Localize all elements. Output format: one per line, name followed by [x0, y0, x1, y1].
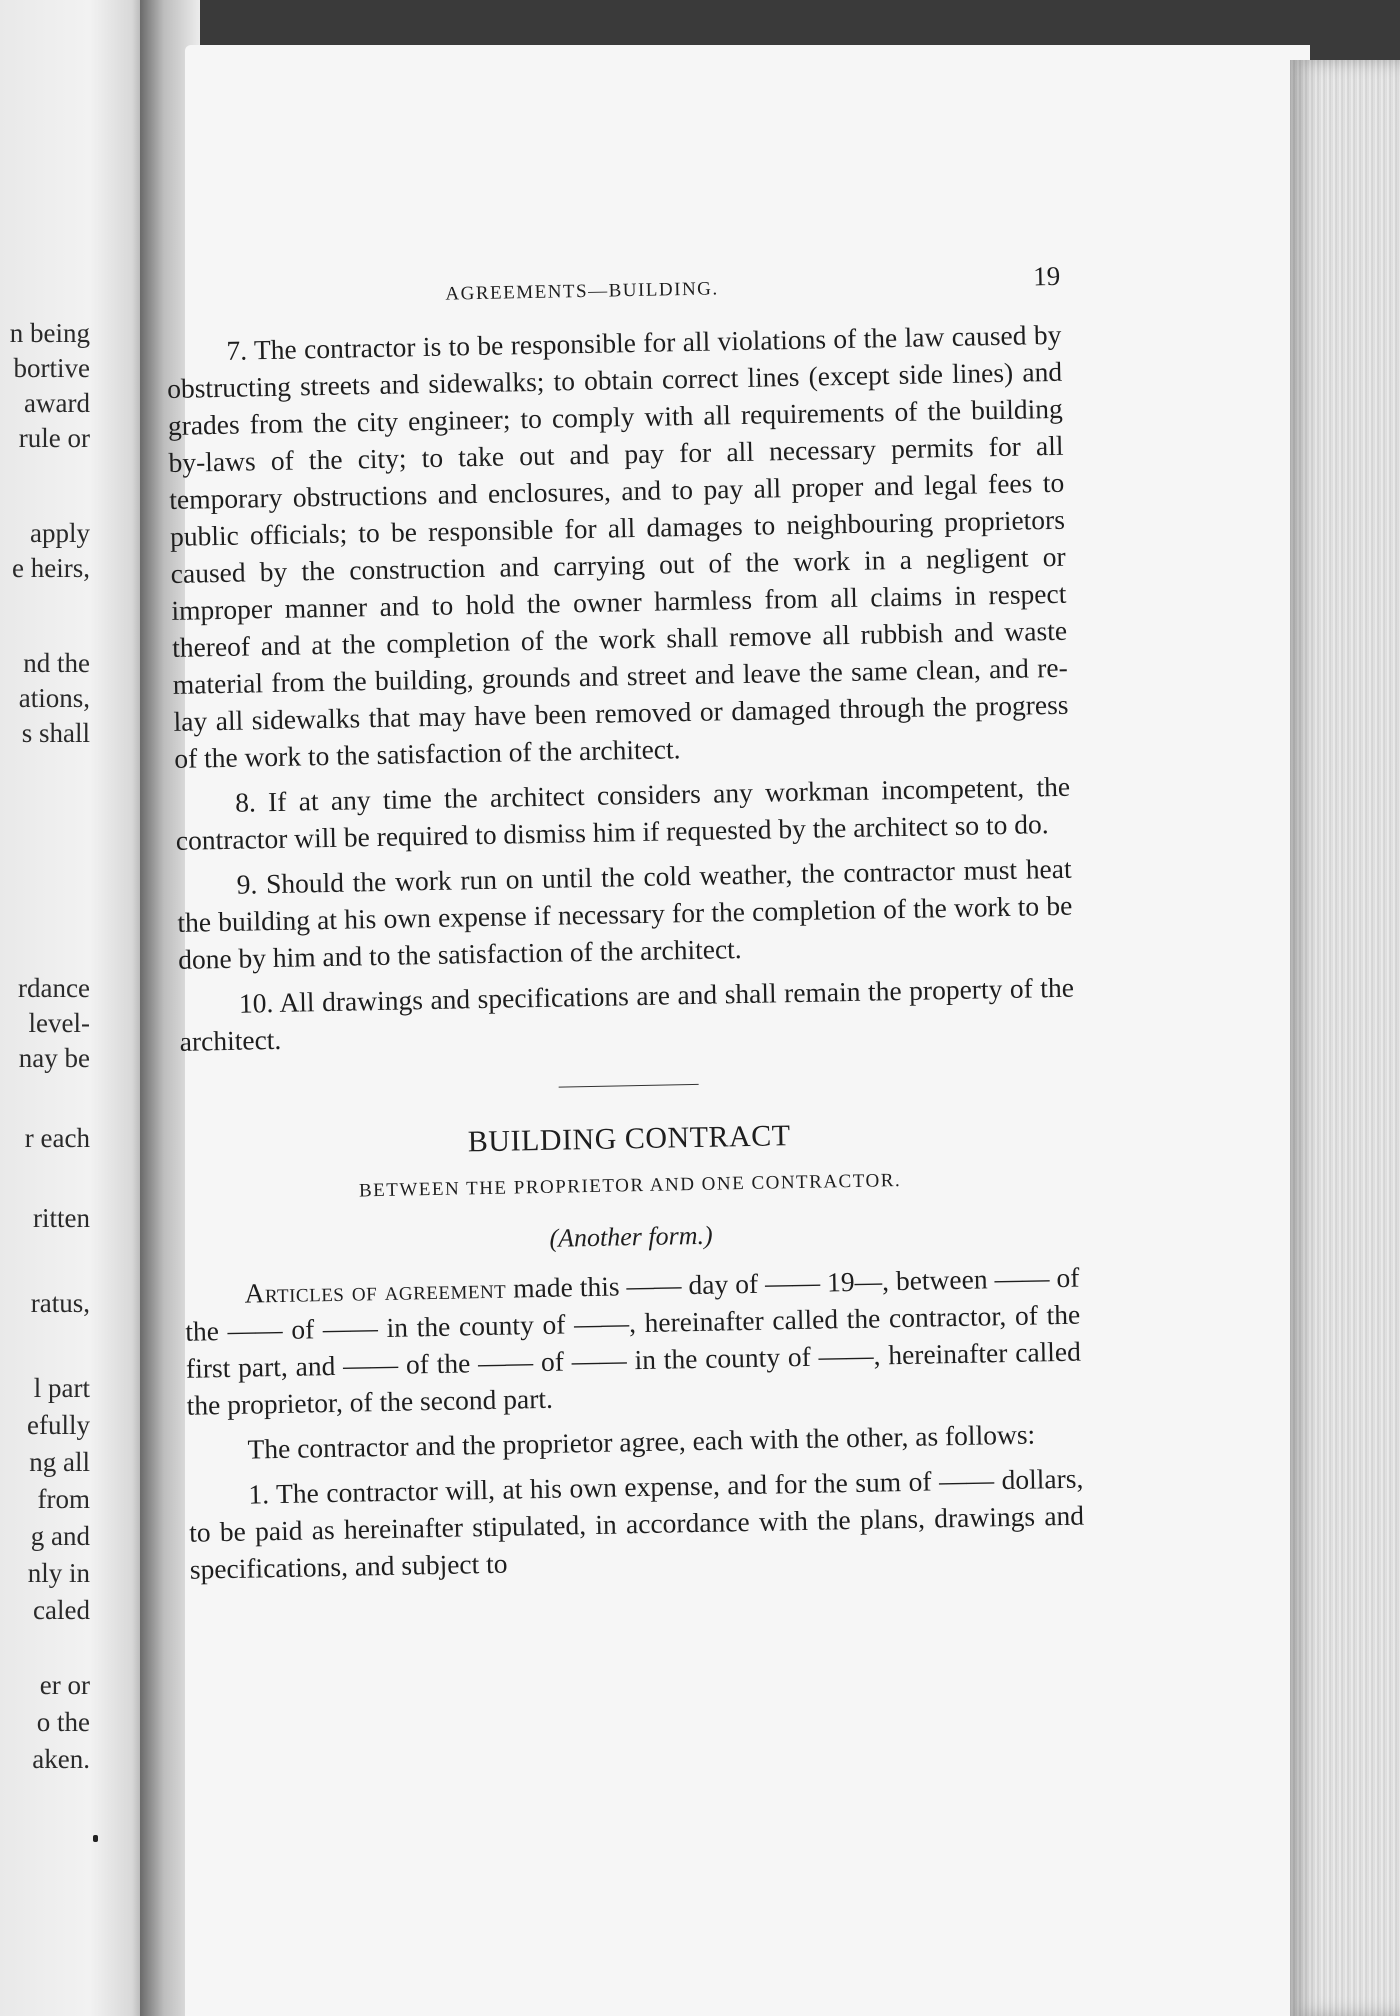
- running-title: AGREEMENTS—BUILDING.: [445, 278, 719, 305]
- left-fragment: e heirs,: [12, 553, 90, 583]
- left-fragment: rdance: [18, 973, 90, 1003]
- page-number: 19: [1032, 260, 1061, 292]
- left-fragment: nay be: [18, 1043, 90, 1073]
- left-fragment: rule or: [18, 423, 90, 453]
- left-fragment: efully: [27, 1410, 90, 1440]
- left-fragment: s shall: [21, 718, 90, 748]
- articles-lead: Articles of agreement: [244, 1272, 507, 1309]
- clause-1: 1. The contractor will, at his own expense, and for the sum of —— dollars, to be paid as hereinafter stipulated, in accordance with the plans, drawings and specifications, and subject to: [188, 1462, 1085, 1585]
- left-fragment: o the: [36, 1707, 90, 1737]
- agreement-paragraph: The contractor and the proprietor agree, each with the other, as follows:: [247, 1418, 1036, 1465]
- left-fragment: level-: [28, 1008, 90, 1038]
- left-fragment: nly in: [27, 1558, 90, 1588]
- left-fragment: ations,: [18, 683, 90, 713]
- left-fragment: aken.: [32, 1744, 90, 1774]
- left-fragment: from: [37, 1484, 90, 1514]
- left-fragment: n being: [9, 318, 90, 348]
- articles-text: made this —— day of —— 19—, between —— of the —— of —— in the county of ——, hereinafter called the contractor, of the first part, and —— of the —— of —— in the county of ——, hereinafter called the proprietor, of the second part.: [184, 1261, 1082, 1421]
- left-fragment: r each: [24, 1123, 90, 1153]
- left-fragment: l part: [33, 1373, 90, 1403]
- left-fragment: ratus,: [30, 1288, 90, 1318]
- page-edges: [1290, 60, 1400, 2016]
- left-fragment: caled: [33, 1595, 90, 1625]
- left-fragment: bortive: [13, 353, 90, 383]
- contract-heading: BUILDING CONTRACT: [467, 1119, 791, 1159]
- left-fragment: apply: [30, 518, 90, 548]
- contract-subheading: BETWEEN THE PROPRIETOR AND ONE CONTRACTOR.: [358, 1170, 902, 1202]
- left-facing-page: [0, 0, 150, 2016]
- form-note: (Another form.): [549, 1220, 713, 1253]
- section-divider: [558, 1084, 698, 1088]
- articles-paragraph: [184, 1259, 1082, 1424]
- paragraph-9: 9. Should the work run on until the cold weather, the contractor must heat the building at his own expense if necessary for the completion of the work to be done by him and to the satisfaction of the architect.: [177, 852, 1073, 975]
- left-fragment: ritten: [33, 1203, 90, 1233]
- left-fragment: er or: [39, 1670, 90, 1700]
- left-fragment: ng all: [29, 1447, 90, 1477]
- left-page-text-fragments: [0, 0, 150, 2016]
- ink-speck: [93, 1835, 98, 1842]
- left-fragment: award: [24, 388, 90, 418]
- left-fragment: g and: [30, 1521, 90, 1551]
- page-text: [165, 258, 1085, 1596]
- paragraph-10: 10. All drawings and specifications are and shall remain the property of the architect.: [179, 971, 1075, 1057]
- paragraph-8: 8. If at any time the architect considers any workman incompetent, the contractor will be required to dismiss him if requested by the architect so to do.: [175, 770, 1071, 856]
- left-fragment: nd the: [23, 648, 90, 678]
- paragraph-7: 7. The contractor is to be responsible for all violations of the law caused by obstructing streets and sidewalks; to obtain correct lines (except side lines) and grades from the city engineer; to comply with all requirements of the building by-laws of the city; to take out and pay for all necessary permits for all temporary obstructions and enclosures, and to pay all proper and legal fees to public officials; to be responsible for all damages to neighbouring proprietors caused by the construction and carrying out of the work in a negligent or improper manner and to hold the owner harmless from all claims in respect thereof and at the completion of the work shall remove all rubbish and waste material from the building, grounds and street and leave the same clean, and re-lay all sidewalks that may have been removed or damaged through the progress of the work to the satisfaction of the architect.: [166, 318, 1069, 774]
